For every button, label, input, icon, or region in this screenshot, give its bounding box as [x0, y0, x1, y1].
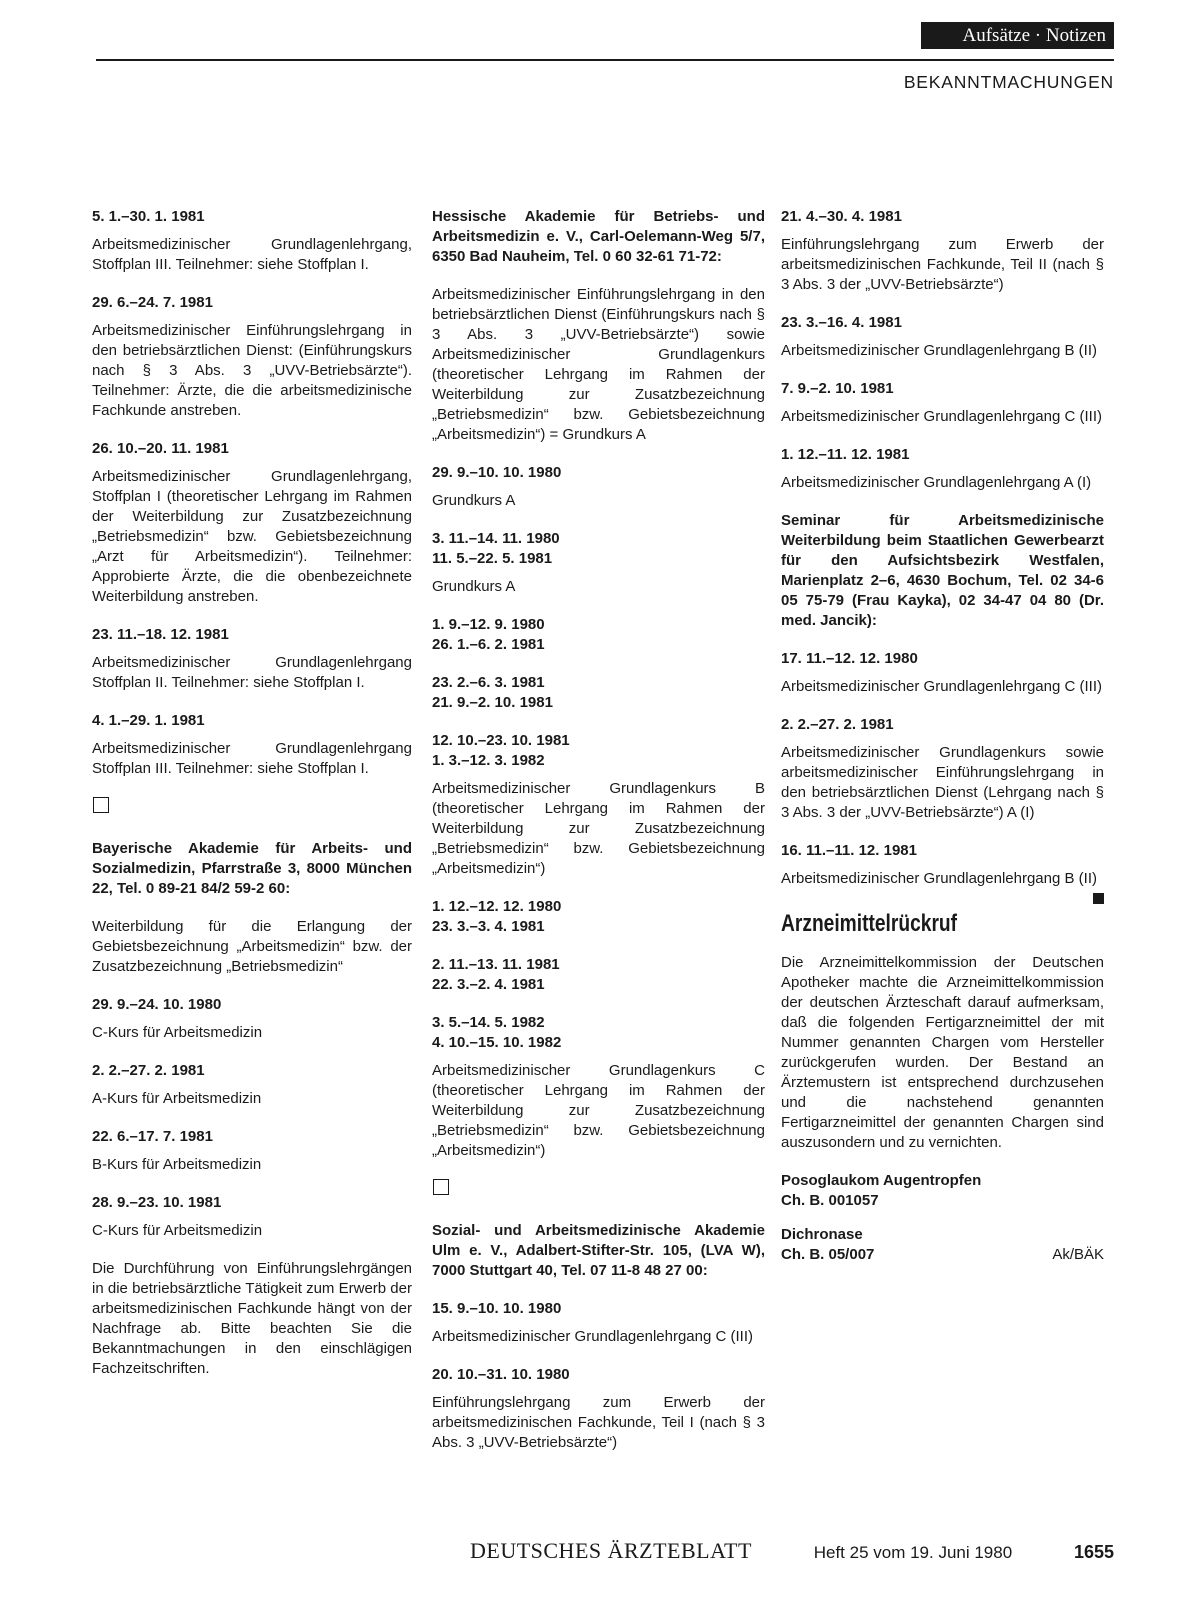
- course-description: Arbeitsmedizinischer Grundlagenkurs B (theoretischer Lehrgang im Rahmen der Weiterbildung zur Zusatzbezeichnung „Betriebsmedizin“ bzw. Gebietsbezeichnung „Arbeitsmedizin“): [432, 780, 765, 877]
- course-date: 29. 6.–24. 7. 1981: [92, 294, 213, 311]
- course-entry: [776, 445, 1104, 493]
- course-date: 23. 3.–3. 4. 1981: [432, 918, 545, 935]
- course-date: 23. 2.–6. 3. 1981: [432, 674, 545, 691]
- course-date: 17. 11.–12. 12. 1980: [781, 650, 918, 667]
- organization-heading: Sozial- und Arbeitsmedizinische Akademie Ulm e. V., Adalbert-Stifter-Str. 105, (LVA W), 7000 Stuttgart 40, Tel. 07 11-8 48 27 00:: [432, 1222, 765, 1279]
- organization-heading: Bayerische Akademie für Arbeits- und Sozialmedizin, Pfarrstraße 3, 8000 München 22, Tel. 0 89-21 84/2 59-2 60:: [92, 840, 412, 897]
- course-description: Arbeitsmedizinischer Grundlagenlehrgang Stoffplan III. Teilnehmer: siehe Stoffplan I.: [92, 740, 412, 777]
- course-description: Arbeitsmedizinischer Grundlagenlehrgang C (III): [781, 678, 1102, 695]
- course-description: Arbeitsmedizinischer Grundlagenlehrgang B (II): [781, 342, 1097, 359]
- course-entry: [87, 711, 412, 779]
- course-entry: [87, 293, 412, 421]
- course-description: Arbeitsmedizinischer Grundlagenlehrgang, Stoffplan III. Teilnehmer: siehe Stoffplan I.: [92, 236, 412, 273]
- course-entry: [87, 625, 412, 693]
- column-left: [87, 207, 412, 1397]
- course-date: 16. 11.–11. 12. 1981: [781, 842, 917, 859]
- course-date: 1. 12.–11. 12. 1981: [781, 446, 910, 463]
- course-entry: [776, 379, 1104, 427]
- course-description: Arbeitsmedizinischer Grundlagenkurs sowie arbeitsmedizinischer Einführungslehrgang in den betriebsärztlichen Dienst (Lehrgang nach § 3 Abs. 3 der „UVV-Betriebsärzte“) A (I): [781, 744, 1104, 821]
- course-date: 3. 5.–14. 5. 1982: [432, 1014, 545, 1031]
- course-date: 1. 9.–12. 9. 1980: [432, 616, 545, 633]
- course-date: 26. 10.–20. 11. 1981: [92, 440, 229, 457]
- course-description: Einführungslehrgang zum Erwerb der arbeitsmedizinischen Fachkunde, Teil II (nach § 3 Abs. 3 der „UVV-Betriebsärzte“): [781, 236, 1104, 293]
- course-date: 3. 11.–14. 11. 1980: [432, 530, 560, 547]
- course-entry: [87, 1061, 412, 1109]
- course-description: B-Kurs für Arbeitsmedizin: [92, 1156, 262, 1173]
- column-right: [776, 207, 1104, 1265]
- course-description: C-Kurs für Arbeitsmedizin: [92, 1222, 263, 1239]
- course-date: 22. 6.–17. 7. 1981: [92, 1128, 213, 1145]
- course-date: 15. 9.–10. 10. 1980: [432, 1300, 562, 1317]
- recalled-drug: [776, 1225, 1104, 1265]
- course-entry: [87, 207, 412, 275]
- course-date: 23. 11.–18. 12. 1981: [92, 626, 229, 643]
- course-date: 2. 2.–27. 2. 1981: [92, 1062, 205, 1079]
- organization-heading: Hessische Akademie für Betriebs- und Arbeitsmedizin e. V., Carl-Oelemann-Weg 5/7, 6350 Bad Nauheim, Tel. 0 60 32-61 71-72:: [432, 208, 765, 265]
- course-date: 29. 9.–10. 10. 1980: [432, 464, 562, 481]
- course-entry: [776, 649, 1104, 697]
- separator-square-icon: [433, 1179, 449, 1195]
- recall-heading: Arzneimittelrückruf: [781, 910, 958, 937]
- organization-intro: Arbeitsmedizinischer Einführungslehrgang in den betriebsärztlichen Dienst (Einführungskurs nach § 3 Abs. 3 „UVV-Betriebsärzte“) sowie Arbeitsmedizinischer Grundlagenkurs (theoretischer Lehrgang im Rahmen der Weiterbildung zur Zusatzbezeichnung „Betriebsmedizin“ bzw. Gebietsbezeichnung „Arbeitsmedizin“) = Grundkurs A: [432, 286, 765, 443]
- course-date: 21. 9.–2. 10. 1981: [432, 694, 553, 711]
- course-date: 20. 10.–31. 10. 1980: [432, 1366, 570, 1383]
- course-date: 2. 11.–13. 11. 1981: [432, 956, 560, 973]
- course-date: 28. 9.–23. 10. 1981: [92, 1194, 222, 1211]
- organization-heading: Seminar für Arbeitsmedizinische Weiterbildung beim Staatlichen Gewerbearzt für den Aufsichtsbezirk Westfalen, Marienplatz 2–6, 4630 Bochum, Tel. 02 34-6 05 75-79 (Frau Kayka), 02 34-47 04 80 (Dr. med. Jancik):: [781, 512, 1104, 629]
- course-date: 7. 9.–2. 10. 1981: [781, 380, 894, 397]
- header-rule: [96, 59, 1114, 61]
- course-description: Grundkurs A: [432, 578, 516, 595]
- course-date: 4. 10.–15. 10. 1982: [432, 1034, 562, 1051]
- course-date: 23. 3.–16. 4. 1981: [781, 314, 902, 331]
- drug-name: Posoglaukom Augentropfen: [781, 1172, 982, 1189]
- course-entry: [87, 1127, 412, 1175]
- course-description: Einführungslehrgang zum Erwerb der arbeitsmedizinischen Fachkunde, Teil I (nach § 3 Abs. 3 „UVV-Betriebsärzte“): [432, 1394, 765, 1451]
- course-description: [781, 869, 1104, 889]
- course-date: 29. 9.–24. 10. 1980: [92, 996, 222, 1013]
- course-description-text: Arbeitsmedizinischer Grundlagenlehrgang B (II): [781, 870, 1097, 887]
- closing-note: Die Durchführung von Einführungslehrgängen in die betriebsärztliche Tätigkeit zum Erwerb der arbeitsmedizinischen Fachkunde hängt von der Nachfrage ab. Bitte beachten Sie die Bekanntmachungen in den einschlägigen Fachzeitschriften.: [92, 1260, 412, 1377]
- course-date: 5. 1.–30. 1. 1981: [92, 208, 205, 225]
- drug-batch: Ch. B. 05/007: [781, 1246, 875, 1263]
- column-middle: [427, 207, 765, 1471]
- end-of-article-square-icon: [1093, 893, 1104, 904]
- course-date: 21. 4.–30. 4. 1981: [781, 208, 902, 225]
- separator-square-icon: [93, 797, 109, 813]
- course-date: 1. 12.–12. 12. 1980: [432, 898, 562, 915]
- course-description: Arbeitsmedizinischer Grundlagenlehrgang C (III): [781, 408, 1102, 425]
- page-number: 1655: [1073, 1542, 1114, 1562]
- course-entry: [776, 715, 1104, 823]
- page-footer: [470, 1538, 1114, 1564]
- section-title: BEKANNTMACHUNGEN: [903, 72, 1114, 92]
- drug-batch: Ch. B. 001057: [781, 1192, 879, 1209]
- recalled-drug: [781, 1171, 1104, 1211]
- publication-name: DEUTSCHES ÄRZTEBLATT: [470, 1538, 752, 1563]
- course-description: Arbeitsmedizinischer Grundlagenlehrgang Stoffplan II. Teilnehmer: siehe Stoffplan I.: [92, 654, 412, 691]
- course-entry: [87, 995, 412, 1043]
- course-description: A-Kurs für Arbeitsmedizin: [92, 1090, 262, 1107]
- issue-info: Heft 25 vom 19. Juni 1980: [813, 1543, 1013, 1562]
- organization-intro: Weiterbildung für die Erlangung der Gebietsbezeichnung „Arbeitsmedizin“ bzw. der Zusatzbezeichnung „Betriebsmedizin“: [92, 918, 412, 975]
- course-entry: [87, 439, 412, 607]
- course-date: 26. 1.–6. 2. 1981: [432, 636, 545, 653]
- drug-name: Dichronase: [781, 1226, 863, 1243]
- course-description: Arbeitsmedizinischer Grundlagenlehrgang A (I): [781, 474, 1092, 491]
- drug-batch-row: [781, 1245, 1104, 1265]
- course-description: Arbeitsmedizinischer Grundlagenlehrgang, Stoffplan I (theoretischer Lehrgang im Rahmen der Weiterbildung zur Zusatzbezeichnung „Betriebsmedizin“ bzw. Gebietsbezeichnung „Arzt für Arbeitsmedizin“). Teilnehmer: Approbierte Ärzte, die die obenbezeichnete Weiterbildung anstreben.: [92, 468, 412, 605]
- course-description: Arbeitsmedizinischer Einführungslehrgang in den betriebsärztlichen Dienst: (Einführungskurs nach § 3 Abs. 3 „UVV-Betriebsärzte“). Teilnehmer: Ärzte, die die arbeitsmedizinische Fachkunde anstreben.: [92, 322, 412, 419]
- course-description: Arbeitsmedizinischer Grundlagenlehrgang C (III): [432, 1328, 753, 1345]
- section-tab: Aufsätze · Notizen: [921, 22, 1115, 49]
- recall-text: Die Arzneimittelkommission der Deutschen Apotheker machte die Arzneimittelkommission der deutschen Ärzteschaft darauf aufmerksam, daß die folgenden Fertigarzneimittel der mit Nummer genannten Chargen vom Hersteller zurückgerufen wurden. Der Bestand an Ärztemustern ist entsprechend durchzusehen und die nachstehend genannten Fertigarzneimittel der genannten Chargen sind auszusondern und zu vernichten.: [781, 954, 1104, 1151]
- course-entry: [776, 313, 1104, 361]
- course-date: 12. 10.–23. 10. 1981: [432, 732, 570, 749]
- course-date: 1. 3.–12. 3. 1982: [432, 752, 545, 769]
- signature: Ak/BÄK: [1052, 1246, 1104, 1263]
- course-date: 4. 1.–29. 1. 1981: [92, 712, 205, 729]
- course-date: 2. 2.–27. 2. 1981: [781, 716, 894, 733]
- course-date: 22. 3.–2. 4. 1981: [432, 976, 545, 993]
- course-entry: [87, 1193, 412, 1241]
- course-description: C-Kurs für Arbeitsmedizin: [92, 1024, 263, 1041]
- course-entry: [776, 207, 1104, 295]
- course-description: Grundkurs A: [432, 492, 516, 509]
- course-date: 11. 5.–22. 5. 1981: [432, 550, 553, 567]
- course-description: Arbeitsmedizinischer Grundlagenkurs C (theoretischer Lehrgang im Rahmen der Weiterbildung zur Zusatzbezeichnung „Betriebsmedizin“ bzw. Gebietsbezeichnung „Arbeitsmedizin“): [432, 1062, 765, 1159]
